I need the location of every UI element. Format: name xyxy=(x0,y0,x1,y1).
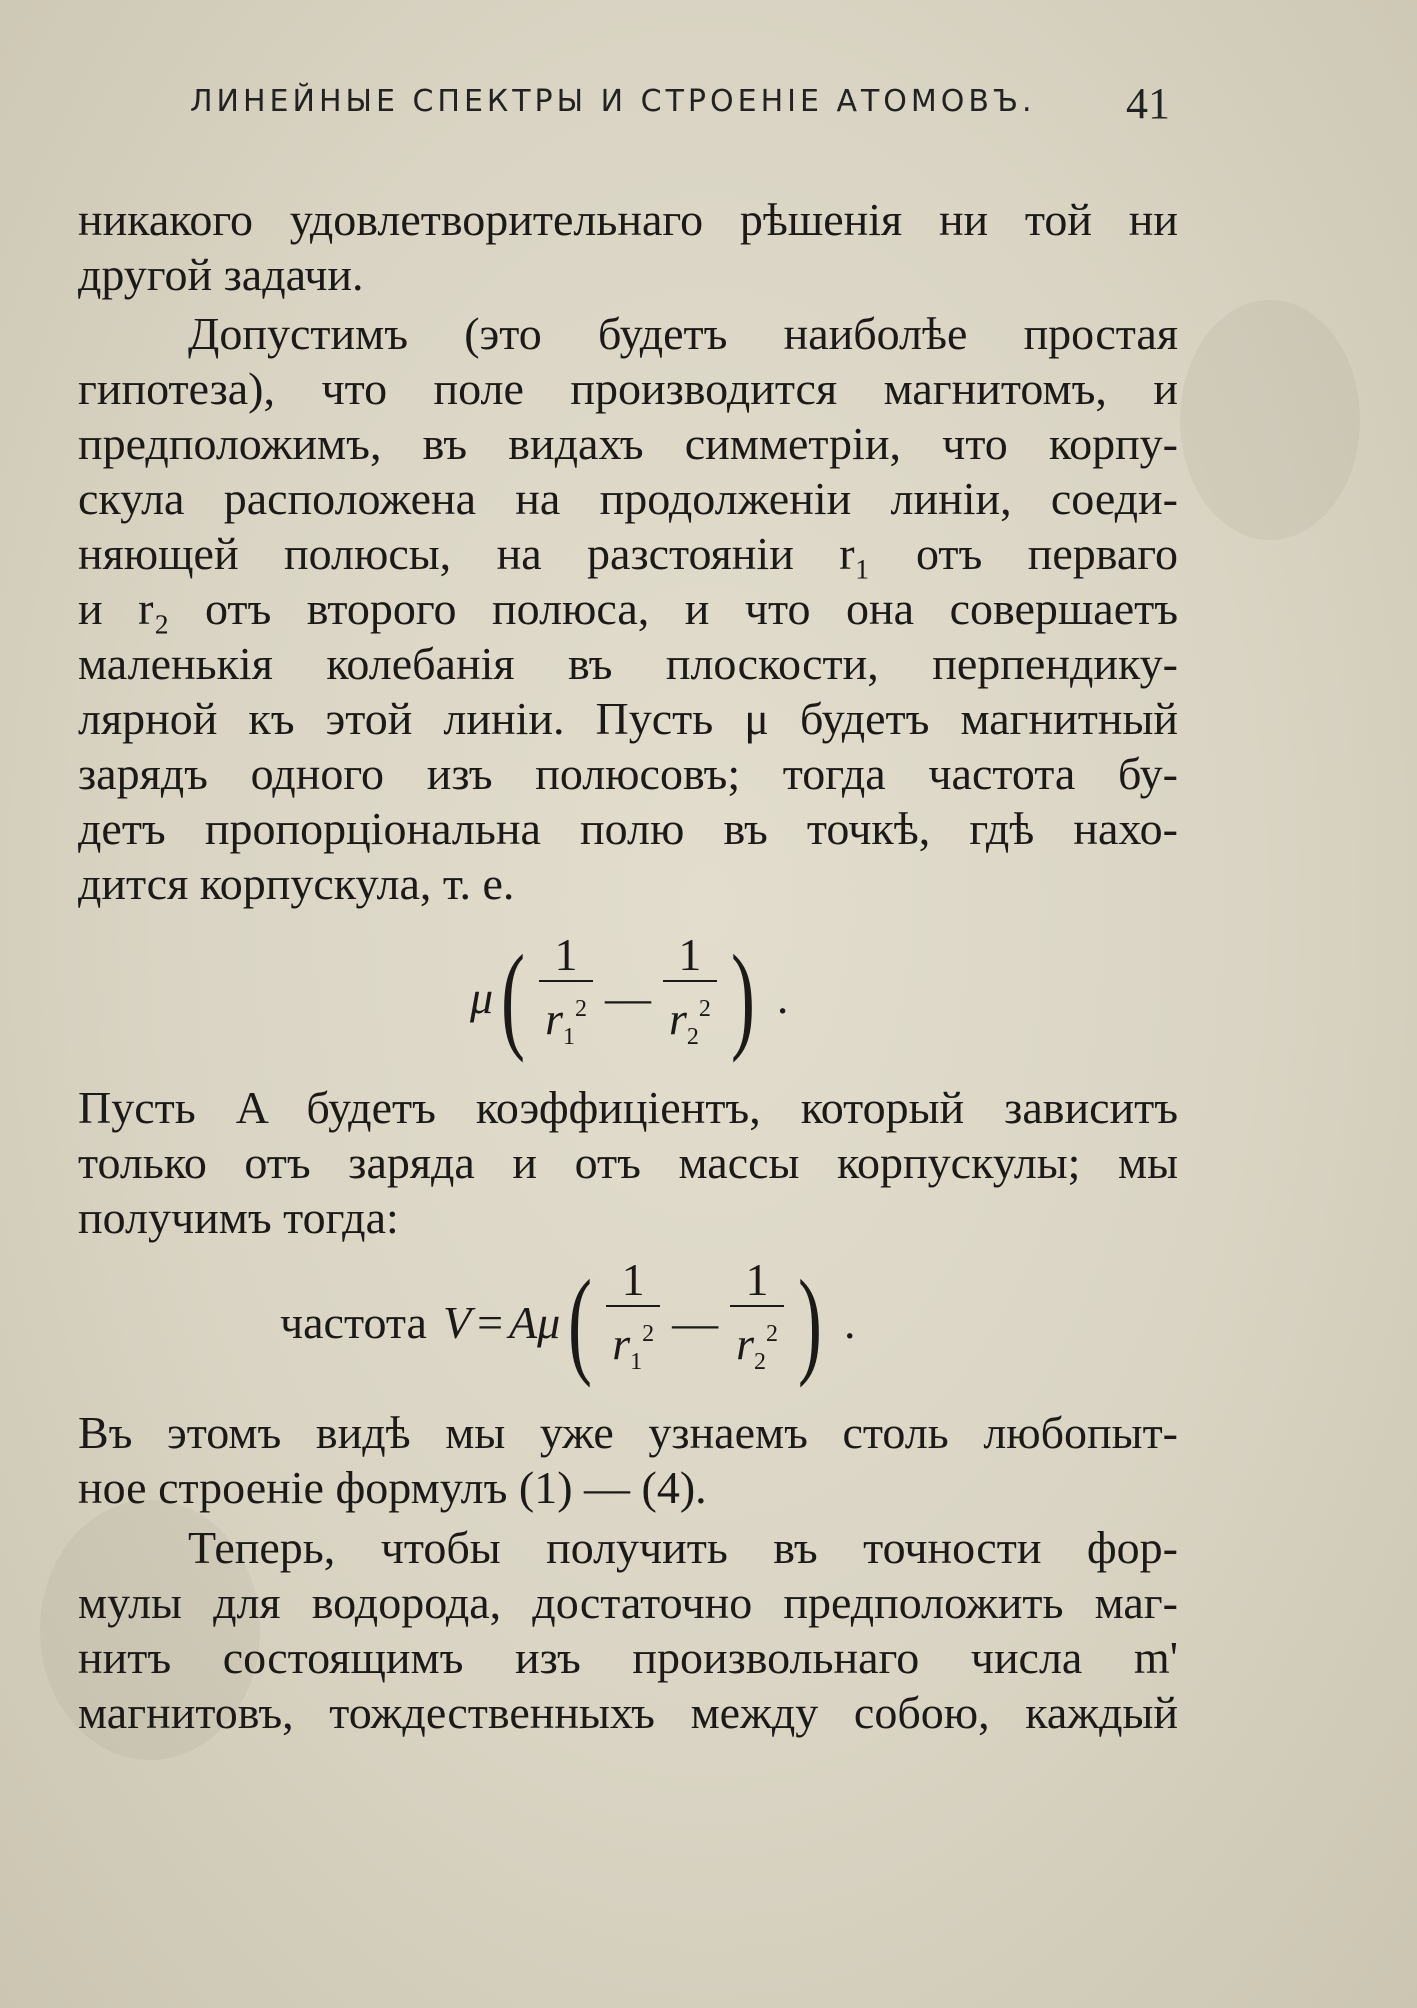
text-line: дится корпускула, т. е. xyxy=(78,858,515,909)
paper-stain xyxy=(1180,300,1360,540)
equals-sign: = xyxy=(477,1296,504,1348)
text-line: магнитовъ, тождественныхъ между собою, каждый xyxy=(78,1687,1178,1738)
running-title: ЛИНЕЙНЫЕ СПЕКТРЫ И СТРОЕНІЕ АТОМОВЪ. xyxy=(190,84,1036,119)
formula-end: . xyxy=(843,1296,856,1348)
text-line: маленькія колебанія въ плоскости, перпендику- xyxy=(78,638,1178,689)
minus-sign: — xyxy=(604,971,651,1023)
numerator: 1 xyxy=(621,1254,645,1305)
fraction xyxy=(663,930,717,1064)
denominator: $r_2^2$ xyxy=(736,1318,778,1375)
text-line: предположимъ, въ видахъ симметріи, что корпу- xyxy=(78,418,1178,469)
text-line: и r₂ отъ второго полюса, и что она совершаетъ xyxy=(78,583,1178,634)
denominator: $r_2^2$ xyxy=(668,993,711,1050)
numerator: 1 xyxy=(745,1254,769,1305)
left-paren: ( xyxy=(501,930,526,1063)
text-line: гипотеза), что поле производится магнитомъ, и xyxy=(78,363,1178,414)
page-header xyxy=(190,78,1170,128)
numerator: 1 xyxy=(554,929,578,980)
fraction xyxy=(606,1255,660,1389)
right-paren: ) xyxy=(730,930,755,1063)
formula-label: частота xyxy=(280,1296,427,1348)
text-line: нитъ состоящимъ изъ произвольнаго числа m' xyxy=(78,1632,1178,1683)
formula-coefficient: Aμ xyxy=(509,1296,561,1348)
paragraph xyxy=(78,1405,1178,1515)
text-line: Въ этомъ видѣ мы уже узнаемъ столь любопыт- xyxy=(78,1407,1178,1458)
paragraph xyxy=(78,192,1178,302)
formula-1 xyxy=(470,930,788,1064)
paragraph xyxy=(78,306,1178,911)
text-line: Пусть A будетъ коэффиціентъ, который зависитъ xyxy=(78,1082,1178,1133)
paragraph xyxy=(78,1080,1178,1245)
text-line: зарядъ одного изъ полюсовъ; тогда частота бу- xyxy=(78,748,1178,799)
text-line: получимъ тогда: xyxy=(78,1192,399,1243)
text-line: лярной къ этой линіи. Пусть μ будетъ магнитный xyxy=(78,693,1178,744)
text-line: Допустимъ (это будетъ наиболѣе простая xyxy=(188,308,1178,359)
formula-end: . xyxy=(776,971,789,1023)
text-line: другой задачи. xyxy=(78,249,364,300)
right-paren: ) xyxy=(797,1255,822,1388)
formula-lhs: V xyxy=(442,1296,472,1348)
formula-2 xyxy=(280,1255,855,1389)
text-line: няющей полюсы, на разстояніи r₁ отъ перваго xyxy=(78,528,1178,579)
denominator: $r_1^2$ xyxy=(612,1318,655,1375)
fraction xyxy=(730,1255,784,1389)
paragraph xyxy=(78,1520,1178,1740)
text-line: мулы для водорода, достаточно предположить маг- xyxy=(78,1577,1178,1628)
text-line: никакого удовлетворительнаго рѣшенія ни той ни xyxy=(78,194,1178,245)
text-line: Теперь, чтобы получить въ точности фор- xyxy=(188,1522,1178,1573)
numerator: 1 xyxy=(678,929,702,980)
text-line: только отъ заряда и отъ массы корпускулы; мы xyxy=(78,1137,1178,1188)
denominator: $r_1^2$ xyxy=(545,993,587,1050)
left-paren: ( xyxy=(568,1255,593,1388)
formula-coefficient: μ xyxy=(470,971,494,1023)
page-number: 41 xyxy=(1126,79,1170,128)
text-line: скула расположена на продолженіи линіи, соеди- xyxy=(78,473,1178,524)
minus-sign: — xyxy=(672,1296,719,1348)
text-line: ное строеніе формулъ (1) — (4). xyxy=(78,1462,707,1513)
fraction xyxy=(539,930,593,1064)
text-line: детъ пропорціональна полю въ точкѣ, гдѣ нахо- xyxy=(78,803,1178,854)
